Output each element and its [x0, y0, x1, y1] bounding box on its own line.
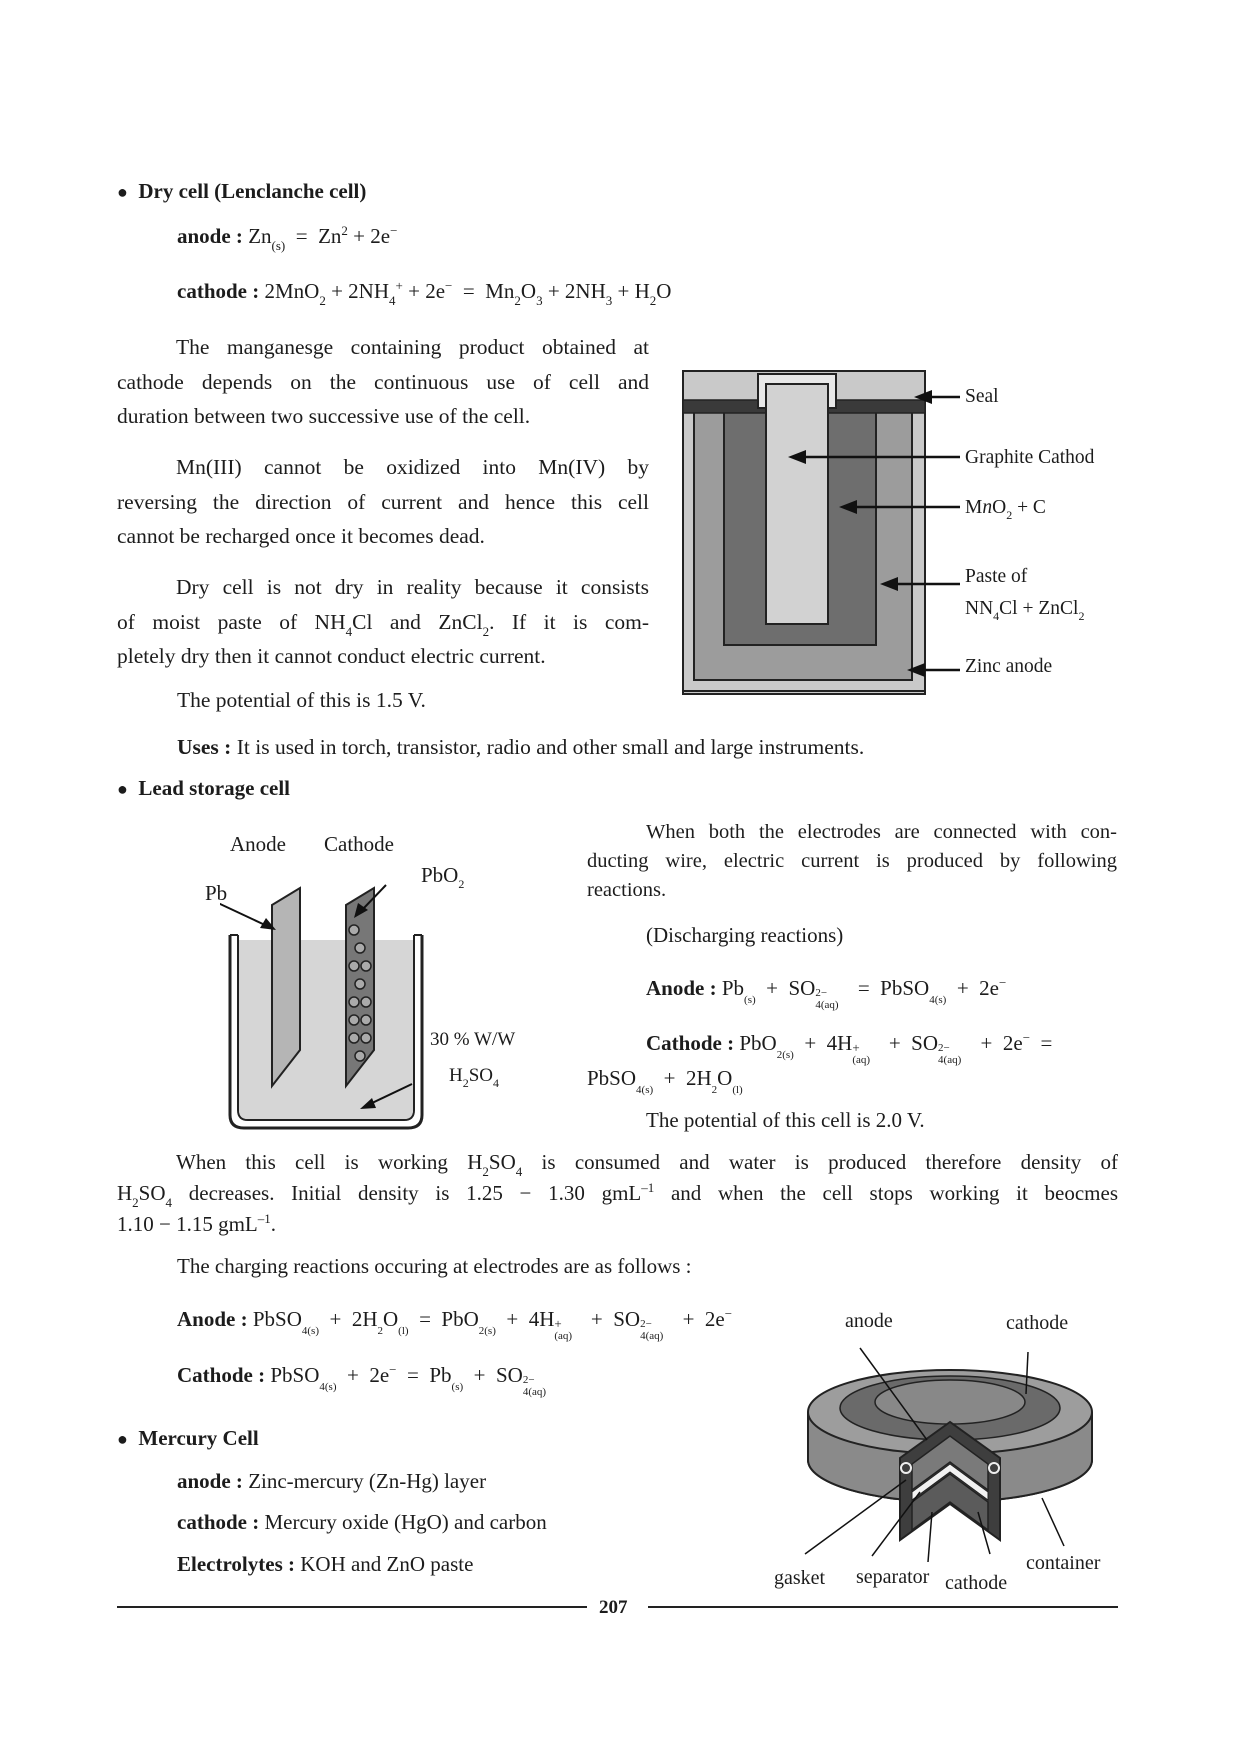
subscript: 2 [1006, 508, 1013, 522]
dry-cell-uses [177, 737, 864, 758]
label-separator: separator [856, 1566, 930, 1588]
eq-term: + 2NH [547, 279, 606, 303]
text-fragment: NN [965, 598, 994, 619]
text-fragment: M [965, 497, 983, 518]
label-h2so4 [449, 1065, 500, 1090]
text-fragment: SO [468, 1065, 494, 1086]
footer-rule-left [117, 1606, 587, 1608]
pb-anode-plate [272, 888, 300, 1086]
graphite-rod [766, 384, 828, 624]
label: Electrolytes : [177, 1552, 295, 1576]
text-line [117, 1147, 1118, 1178]
text-line: ducting wire, electric current is produced by following [587, 850, 1117, 872]
superscript: –1 [641, 1180, 655, 1195]
label-cathode: Cathode [324, 832, 394, 856]
label-paste: Paste of [965, 566, 1028, 587]
lead-cell-paragraph [587, 818, 1117, 905]
dry-cell-heading [117, 181, 366, 203]
lead-cell-potential: The potential of this cell is 2.0 V. [646, 1108, 925, 1132]
dry-cell-potential: The potential of this is 1.5 V. [177, 688, 426, 712]
text-fragment: O [992, 497, 1007, 518]
text-fragment: H [117, 1181, 133, 1205]
subscript: 2 [462, 1076, 469, 1090]
subscript: 3 [536, 293, 543, 308]
subscript: 2 [482, 623, 490, 639]
eq-text: $Pb_{(s)}$ + SO 2− 4(aq) = PbSO$_{4(s)}$ + 2e− [721, 975, 1007, 1011]
bullet-icon: ● [117, 1429, 128, 1449]
superscript: 2 [341, 223, 348, 238]
dry-cell-cathode-equation [177, 278, 672, 308]
text-fragment: 1.10 − 1.15 gmL [117, 1212, 258, 1236]
label: cathode : [177, 279, 260, 303]
label-zinc-anode: Zinc anode [965, 656, 1053, 677]
eq-term: Zn [248, 224, 272, 248]
lead-cell-diagram [220, 870, 440, 1140]
label-anode: anode [845, 1310, 893, 1332]
subscript: 4 [389, 293, 396, 308]
text-line: pletely dry then it cannot conduct electric current. [117, 644, 546, 668]
text-fragment: Cl + ZnCl [999, 598, 1079, 619]
label: Cathode : [177, 1363, 266, 1387]
anode-top [875, 1380, 1025, 1424]
text-fragment: . [270, 1212, 277, 1236]
bullet-icon: ● [117, 182, 128, 202]
label: anode : [177, 224, 243, 248]
text-fragment: SO [138, 1181, 166, 1205]
charging-label: The charging reactions occuring at electrodes are as follows : [177, 1254, 692, 1278]
bullet-icon: ● [117, 779, 128, 799]
discharging-label: (Discharging reactions) [646, 923, 844, 947]
text-fragment: Cl and ZnCl [352, 609, 483, 634]
text-line: Mn(III) cannot be oxidized into Mn(IV) by [176, 455, 649, 479]
eq-sign: = [295, 224, 308, 248]
text-fragment: Zinc-mercury (Zn-Hg) layer [248, 1469, 487, 1493]
eq-term: Mn [485, 279, 515, 303]
label-concentration: 30 % W/W [430, 1029, 516, 1050]
subscript: 2 [514, 293, 521, 308]
eq-term: + H [617, 279, 650, 303]
text-line [117, 1209, 1118, 1240]
mercury-cell-heading [117, 1428, 259, 1450]
subscript: 4 [493, 1076, 500, 1090]
label: Cathode : [646, 1031, 735, 1055]
subscript: (s) [271, 238, 286, 253]
label-anode: Anode [230, 832, 286, 856]
eq-term: + 2e [353, 224, 391, 248]
text-line [117, 605, 649, 640]
subscript: 2 [482, 1164, 489, 1179]
text-fragment: KOH and ZnO paste [300, 1552, 474, 1576]
text-line: reactions. [587, 879, 667, 901]
dry-cell-paragraph-2 [117, 450, 649, 554]
text-fragment: of moist paste of NH [117, 609, 346, 634]
subscript: 4 [345, 623, 353, 639]
label: Uses : [177, 735, 232, 759]
subscript: 4 [515, 1164, 523, 1179]
label-pbo2 [421, 863, 465, 891]
superscript: − [390, 223, 398, 238]
charge-cathode-equation [177, 1362, 555, 1398]
superscript: − [445, 278, 453, 293]
lead-cell-density-paragraph [117, 1147, 1118, 1240]
eq-sign: = [462, 279, 475, 303]
dry-cell-diagram [670, 370, 1110, 700]
text-line [117, 1178, 1118, 1209]
eq-text: PbO$_{2(s)}$ + 4H + (aq) + SO 2− 4(aq) + 2e− = [739, 1030, 1053, 1066]
label-gasket: gasket [774, 1567, 826, 1589]
section-title: Dry cell (Lenclanche cell) [138, 179, 367, 203]
subscript: 2 [649, 293, 657, 308]
text-line: duration between two successive use of the cell. [117, 404, 531, 428]
text-line: reversing the direction of current and hence this cell [117, 489, 649, 514]
text-fragment: is consumed and water is produced therefore density of [541, 1150, 1119, 1174]
text-line: The manganesge containing product obtained at [176, 335, 649, 359]
text-fragment: Mercury oxide (HgO) and carbon [264, 1510, 547, 1534]
text-fragment: decreases. Initial density is 1.25 − 1.30 gmL [188, 1181, 642, 1205]
label-graphite-cathode: Graphite Cathod [965, 447, 1095, 468]
eq-term: + 2e [408, 279, 446, 303]
discharge-anode-equation [646, 975, 1007, 1011]
subscript: 2 [132, 1195, 139, 1210]
label-mno2 [965, 497, 1046, 522]
text-fragment: H [449, 1065, 463, 1086]
text-fragment: and when the cell stops working it beocmes [670, 1181, 1118, 1205]
text-fragment: When this cell is working H [176, 1150, 483, 1174]
eq-term: + 2NH [331, 279, 390, 303]
subscript: 4 [993, 609, 1000, 623]
label-paste-formula [965, 598, 1085, 623]
charge-anode-equation [177, 1306, 733, 1342]
subscript: 2 [1078, 609, 1085, 623]
label: Anode : [177, 1307, 248, 1331]
mercury-electrolytes [177, 1554, 473, 1575]
uses-text: It is used in torch, transistor, radio and other small and large instruments. [236, 735, 865, 759]
eq-text: PbSO$_{4(s)}$ + $2H_2O_{(l)} = PbO_{2(s)} + 4H$ + (aq) + SO 2− 4(aq) + 2e− [252, 1306, 733, 1342]
dry-cell-paragraph-3 [117, 570, 649, 674]
label-cathode: cathode [1006, 1312, 1069, 1334]
label-pb: Pb [205, 881, 228, 905]
text-fragment: + C [1017, 497, 1046, 518]
mercury-cathode [177, 1512, 547, 1533]
text-fragment: PbO [421, 863, 459, 887]
text-fragment: SO [488, 1150, 516, 1174]
mercury-anode [177, 1471, 486, 1492]
subscript: 2 [319, 293, 326, 308]
dry-cell-paragraph-1 [117, 330, 649, 434]
discharge-cathode-equation-cont: PbSO$_{4(s)}$ + $2H_2O_{(l)}$ [587, 1066, 743, 1096]
subscript: 3 [605, 293, 613, 308]
label-seal: Seal [965, 386, 999, 407]
label: anode : [177, 1469, 243, 1493]
h2so4-solution [239, 940, 413, 1119]
container-leader [1042, 1498, 1064, 1546]
subscript: 2 [458, 877, 465, 891]
eq-text: PbSO$_{4(s)}$ + $2e^- = Pb_{(s)}$ + SO 2− 4(aq) [270, 1362, 547, 1398]
label: Anode : [646, 976, 717, 1000]
text-line: cannot be recharged once it becomes dead. [117, 524, 485, 548]
superscript: –1 [257, 1211, 271, 1226]
eq-term: Zn [318, 224, 342, 248]
discharge-cathode-equation [646, 1030, 1053, 1066]
text-fragment: . If it is com- [489, 609, 649, 634]
dry-cell-anode-equation [177, 223, 398, 253]
superscript: + [395, 278, 403, 293]
label: cathode : [177, 1510, 260, 1534]
eq-term: O [656, 279, 672, 303]
eq-term: O [520, 279, 537, 303]
text-fragment: n [982, 497, 993, 518]
text-line: Dry cell is not dry in reality because it consists [176, 575, 649, 599]
mercury-cell-diagram [800, 1340, 1100, 1570]
section-title: Lead storage cell [138, 776, 290, 800]
pb-arrow [220, 903, 265, 925]
label-cathode-bottom: cathode [945, 1572, 1008, 1594]
label-container: container [1026, 1552, 1101, 1574]
section-title: Mercury Cell [138, 1426, 259, 1450]
subscript: 4 [165, 1195, 173, 1210]
text-line: cathode depends on the continuous use of cell and [117, 369, 649, 394]
text-line: When both the electrodes are connected with con- [646, 821, 1117, 843]
lead-cell-heading [117, 778, 290, 800]
eq-term: 2MnO [264, 279, 320, 303]
page-number: 207 [599, 1597, 628, 1618]
footer-rule-right [648, 1606, 1118, 1608]
